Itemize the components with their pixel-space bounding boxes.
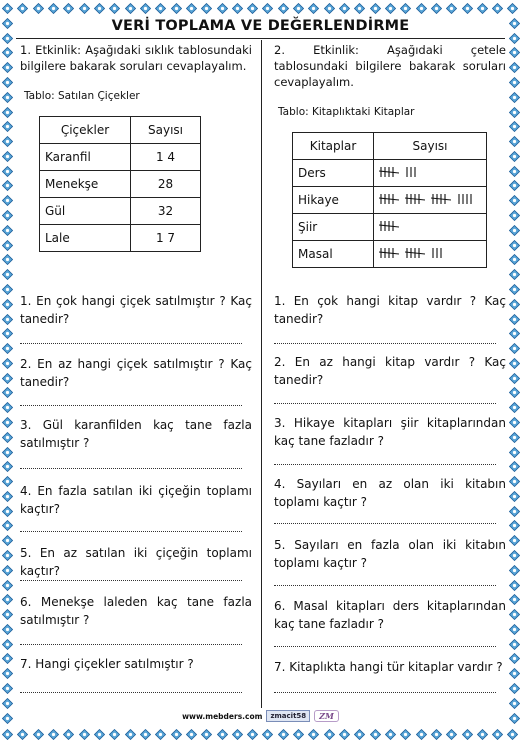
signature-logo: ZM: [314, 710, 339, 722]
ornament-icon: [2, 33, 13, 44]
ornament-icon: [509, 284, 520, 295]
page-footer: [0, 710, 521, 722]
ornament-icon: [509, 47, 520, 58]
tally-cell: [374, 160, 487, 187]
column-divider: [261, 40, 262, 708]
ornament-icon: [509, 609, 520, 620]
ornament-icon: [17, 729, 28, 740]
ornament-icon: [247, 3, 258, 14]
ornament-icon: [186, 729, 197, 740]
ornament-icon: [509, 580, 520, 591]
table-cell-name: Hikaye: [293, 187, 374, 214]
ornament-icon: [509, 653, 520, 664]
ornament-icon: [2, 565, 13, 576]
ornament-icon: [2, 461, 13, 472]
ornament-icon: [509, 225, 520, 236]
ornament-icon: [509, 639, 520, 650]
ornament-icon: [509, 33, 520, 44]
ornament-icon: [125, 729, 136, 740]
ornament-icon: [94, 3, 105, 14]
answer-line[interactable]: [20, 580, 242, 581]
question-1-1: 1. En çok hangi çiçek satılmıştır ? Kaç tanedir?: [20, 294, 252, 326]
ornament-icon: [186, 3, 197, 14]
ornament-icon: [509, 136, 520, 147]
ornament-icon: [324, 3, 335, 14]
answer-line[interactable]: [274, 403, 496, 404]
decorative-border-bottom: [0, 726, 521, 742]
activity-2-intro: 2. Etkinlik: Aşağıdaki çetele tablosundaki bilgilere bakarak soruları cevaplayalım.: [274, 43, 506, 89]
ornament-icon: [462, 3, 473, 14]
tally-cell: [374, 241, 487, 268]
ornament-icon: [109, 3, 120, 14]
ornament-icon: [509, 62, 520, 73]
table-cell-name: Gül: [40, 198, 131, 225]
ornament-icon: [155, 3, 166, 14]
table-row: [40, 225, 201, 252]
tally-group-five: [379, 193, 399, 205]
ornament-icon: [79, 729, 90, 740]
tally-group-five: [405, 247, 425, 259]
ornament-icon: [509, 166, 520, 177]
ornament-icon: [63, 3, 74, 14]
ornament-icon: [509, 151, 520, 162]
answer-line[interactable]: [20, 644, 242, 645]
answer-line[interactable]: [20, 692, 242, 693]
question-2-6: 6. Masal kitapları ders kitaplarından kaç tane fazladır ?: [274, 599, 506, 631]
answer-line[interactable]: [20, 343, 242, 344]
ornament-icon: [293, 729, 304, 740]
ornament-icon: [2, 476, 13, 487]
ornament-icon: [509, 358, 520, 369]
table-row: [293, 214, 487, 241]
ornament-icon: [509, 77, 520, 88]
ornament-icon: [217, 729, 228, 740]
ornament-icon: [2, 550, 13, 561]
tally-group-five: [379, 220, 399, 232]
ornament-icon: [2, 373, 13, 384]
ornament-icon: [2, 653, 13, 664]
tally-marks: [379, 220, 399, 232]
table-row: [293, 241, 487, 268]
ornament-icon: [2, 269, 13, 280]
table-header-cell: Sayısı: [374, 133, 487, 160]
question-1-4: 4. En fazla satılan iki çiçeğin toplamı kaçtır?: [20, 484, 252, 516]
ornament-icon: [2, 136, 13, 147]
ornament-icon: [79, 3, 90, 14]
ornament-icon: [509, 506, 520, 517]
ornament-icon: [400, 729, 411, 740]
ornament-icon: [509, 565, 520, 576]
ornament-icon: [2, 195, 13, 206]
table-row: [293, 187, 487, 214]
answer-line[interactable]: [20, 405, 242, 406]
ornament-icon: [262, 729, 273, 740]
ornament-icon: [2, 284, 13, 295]
ornament-icon: [385, 729, 396, 740]
ornament-icon: [2, 107, 13, 118]
ornament-icon: [509, 683, 520, 694]
table-cell-value: 1 4: [131, 144, 201, 171]
ornament-icon: [509, 343, 520, 354]
ornament-icon: [247, 729, 258, 740]
ornament-icon: [33, 729, 44, 740]
question-1-6: 6. Menekşe laleden kaç tane fazla satılmıştır ?: [20, 595, 252, 627]
ornament-icon: [446, 729, 457, 740]
table-header-row: [40, 117, 201, 144]
ornament-icon: [201, 3, 212, 14]
ornament-icon: [509, 121, 520, 132]
footer-site-link[interactable]: www.mebders.com: [182, 711, 263, 721]
ornament-icon: [171, 3, 182, 14]
tally-group-partial: [405, 166, 421, 178]
table-cell-value: 28: [131, 171, 201, 198]
ornament-icon: [509, 550, 520, 561]
ornament-icon: [33, 3, 44, 14]
activity-1-intro: 1. Etkinlik: Aşağıdaki sıklık tablosundaki bilgilere bakarak soruları cevaplayalım.: [20, 43, 252, 73]
ornament-icon: [63, 729, 74, 740]
ornament-icon: [140, 3, 151, 14]
ornament-icon: [492, 729, 503, 740]
ornament-icon: [2, 254, 13, 265]
activity-2-column: [274, 42, 506, 674]
ornament-icon: [509, 491, 520, 502]
ornament-icon: [2, 447, 13, 458]
ornament-icon: [94, 729, 105, 740]
ornament-icon: [2, 62, 13, 73]
ornament-icon: [509, 668, 520, 679]
question-1-2: 2. En az hangi çiçek satılmıştır ? Kaç tanedir?: [20, 357, 252, 389]
table-cell-name: Karanfil: [40, 144, 131, 171]
tally-cell: [374, 214, 487, 241]
ornament-icon: [509, 461, 520, 472]
activity-1-column: [20, 42, 252, 671]
answer-line[interactable]: [274, 646, 496, 647]
ornament-icon: [509, 314, 520, 325]
answer-line[interactable]: [274, 343, 496, 344]
ornament-icon: [509, 624, 520, 635]
ornament-icon: [155, 729, 166, 740]
table-header-cell: Kitaplar: [293, 133, 374, 160]
table-cell-name: Şiir: [293, 214, 374, 241]
ornament-icon: [509, 698, 520, 709]
ornament-icon: [2, 417, 13, 428]
ornament-icon: [2, 639, 13, 650]
tally-group-partial: [457, 193, 477, 205]
ornament-icon: [370, 3, 381, 14]
ornament-icon: [2, 698, 13, 709]
ornament-icon: [17, 3, 28, 14]
ornament-icon: [509, 180, 520, 191]
ornament-icon: [232, 3, 243, 14]
question-2-1: 1. En çok hangi kitap vardır ? Kaç tanedir?: [274, 294, 506, 326]
ornament-icon: [2, 402, 13, 413]
ornament-icon: [217, 3, 228, 14]
ornament-icon: [2, 729, 13, 740]
table-cell-value: 1 7: [131, 225, 201, 252]
ornament-icon: [278, 729, 289, 740]
tally-group-five: [405, 193, 425, 205]
ornament-icon: [2, 609, 13, 620]
ornament-icon: [2, 210, 13, 221]
ornament-icon: [509, 328, 520, 339]
tally-marks: [379, 247, 447, 259]
ornament-icon: [2, 121, 13, 132]
ornament-icon: [2, 3, 13, 14]
ornament-icon: [324, 729, 335, 740]
tally-group-partial: [431, 247, 447, 259]
question-1-3: 3. Gül karanfilden kaç tane fazla satılmıştır ?: [20, 418, 252, 450]
tally-marks: [379, 166, 421, 178]
table-row: [40, 144, 201, 171]
question-1-5: 5. En az satılan iki çiçeğin toplamı kaçtır?: [20, 546, 252, 578]
ornament-icon: [140, 729, 151, 740]
ornament-icon: [2, 580, 13, 591]
ornament-icon: [201, 729, 212, 740]
ornament-icon: [2, 491, 13, 502]
ornament-icon: [2, 668, 13, 679]
ornament-icon: [2, 299, 13, 310]
table-cell-name: Masal: [293, 241, 374, 268]
frequency-table: [39, 116, 201, 252]
table-cell-name: Ders: [293, 160, 374, 187]
ornament-icon: [2, 92, 13, 103]
ornament-icon: [48, 3, 59, 14]
tally-group-five: [379, 166, 399, 178]
ornament-icon: [48, 729, 59, 740]
ornament-icon: [308, 3, 319, 14]
ornament-icon: [509, 92, 520, 103]
tally-table: [292, 132, 487, 268]
question-2-4: 4. Sayıları en az olan iki kitabın toplamı kaçtır ?: [274, 477, 506, 509]
table-row: [293, 160, 487, 187]
ornament-icon: [416, 3, 427, 14]
question-2-3: 3. Hikaye kitapları şiir kitaplarından kaç tane fazladır ?: [274, 416, 506, 448]
ornament-icon: [509, 373, 520, 384]
ornament-icon: [354, 729, 365, 740]
author-badge: zmacit58: [266, 710, 310, 722]
ornament-icon: [509, 269, 520, 280]
ornament-icon: [2, 594, 13, 605]
ornament-icon: [171, 729, 182, 740]
ornament-icon: [293, 3, 304, 14]
ornament-icon: [370, 729, 381, 740]
ornament-icon: [2, 506, 13, 517]
answer-line[interactable]: [20, 468, 242, 469]
ornament-icon: [262, 3, 273, 14]
ornament-icon: [509, 107, 520, 118]
ornament-icon: [2, 151, 13, 162]
table-header-row: [293, 133, 487, 160]
table-cell-value: 32: [131, 198, 201, 225]
ornament-icon: [2, 432, 13, 443]
ornament-icon: [339, 3, 350, 14]
ornament-icon: [2, 314, 13, 325]
tally-group-five: [431, 193, 451, 205]
ornament-icon: [308, 729, 319, 740]
ornament-icon: [509, 240, 520, 251]
ornament-icon: [507, 3, 518, 14]
ornament-icon: [2, 387, 13, 398]
ornament-icon: [477, 3, 488, 14]
activity-1-caption: Tablo: Satılan Çiçekler: [24, 90, 140, 102]
table-header-cell: Sayısı: [131, 117, 201, 144]
ornament-icon: [509, 402, 520, 413]
ornament-icon: [2, 180, 13, 191]
tally-marks: [379, 193, 477, 205]
decorative-border-top: [0, 0, 521, 16]
answer-line[interactable]: [20, 531, 242, 532]
ornament-icon: [2, 624, 13, 635]
ornament-icon: [446, 3, 457, 14]
ornament-icon: [509, 210, 520, 221]
decorative-border-right: [507, 16, 521, 726]
ornament-icon: [400, 3, 411, 14]
ornament-icon: [2, 535, 13, 546]
ornament-icon: [507, 729, 518, 740]
ornament-icon: [2, 47, 13, 58]
table-row: [40, 171, 201, 198]
question-2-5: 5. Sayıları en fazla olan iki kitabın toplamı kaçtır ?: [274, 538, 506, 570]
ornament-icon: [232, 729, 243, 740]
ornament-icon: [431, 729, 442, 740]
table-cell-name: Menekşe: [40, 171, 131, 198]
ornament-icon: [2, 240, 13, 251]
ornament-icon: [431, 3, 442, 14]
ornament-icon: [509, 476, 520, 487]
ornament-icon: [2, 520, 13, 531]
ornament-icon: [509, 417, 520, 428]
ornament-icon: [477, 729, 488, 740]
ornament-icon: [125, 3, 136, 14]
tally-group-five: [379, 247, 399, 259]
ornament-icon: [462, 729, 473, 740]
ornament-icon: [509, 520, 520, 531]
ornament-icon: [509, 535, 520, 546]
table-cell-name: Lale: [40, 225, 131, 252]
ornament-icon: [278, 3, 289, 14]
answer-line[interactable]: [274, 585, 496, 586]
ornament-icon: [416, 729, 427, 740]
page-title: VERİ TOPLAMA VE DEĞERLENDİRME: [111, 18, 410, 34]
ornament-icon: [509, 594, 520, 605]
ornament-icon: [2, 225, 13, 236]
ornament-icon: [2, 166, 13, 177]
table-row: [40, 198, 201, 225]
table-header-cell: Çiçekler: [40, 117, 131, 144]
question-2-7: 7. Kitaplıkta hangi tür kitaplar vardır ?: [274, 660, 503, 674]
ornament-icon: [2, 683, 13, 694]
ornament-icon: [509, 195, 520, 206]
ornament-icon: [509, 387, 520, 398]
answer-line[interactable]: [274, 464, 496, 465]
ornament-icon: [354, 3, 365, 14]
tally-cell: [374, 187, 487, 214]
ornament-icon: [2, 358, 13, 369]
ornament-icon: [385, 3, 396, 14]
decorative-border-left: [0, 16, 14, 726]
ornament-icon: [492, 3, 503, 14]
activity-2-caption: Tablo: Kitaplıktaki Kitaplar: [278, 106, 415, 118]
ornament-icon: [509, 432, 520, 443]
answer-line[interactable]: [274, 692, 496, 693]
ornament-icon: [509, 447, 520, 458]
ornament-icon: [509, 299, 520, 310]
ornament-icon: [509, 254, 520, 265]
answer-line[interactable]: [274, 523, 496, 524]
ornament-icon: [2, 343, 13, 354]
ornament-icon: [2, 328, 13, 339]
ornament-icon: [339, 729, 350, 740]
question-2-2: 2. En az hangi kitap vardır ? Kaç tanedir?: [274, 355, 506, 387]
ornament-icon: [109, 729, 120, 740]
question-1-7: 7. Hangi çiçekler satılmıştır ?: [20, 657, 194, 671]
ornament-icon: [2, 77, 13, 88]
title-underline: [16, 38, 505, 39]
